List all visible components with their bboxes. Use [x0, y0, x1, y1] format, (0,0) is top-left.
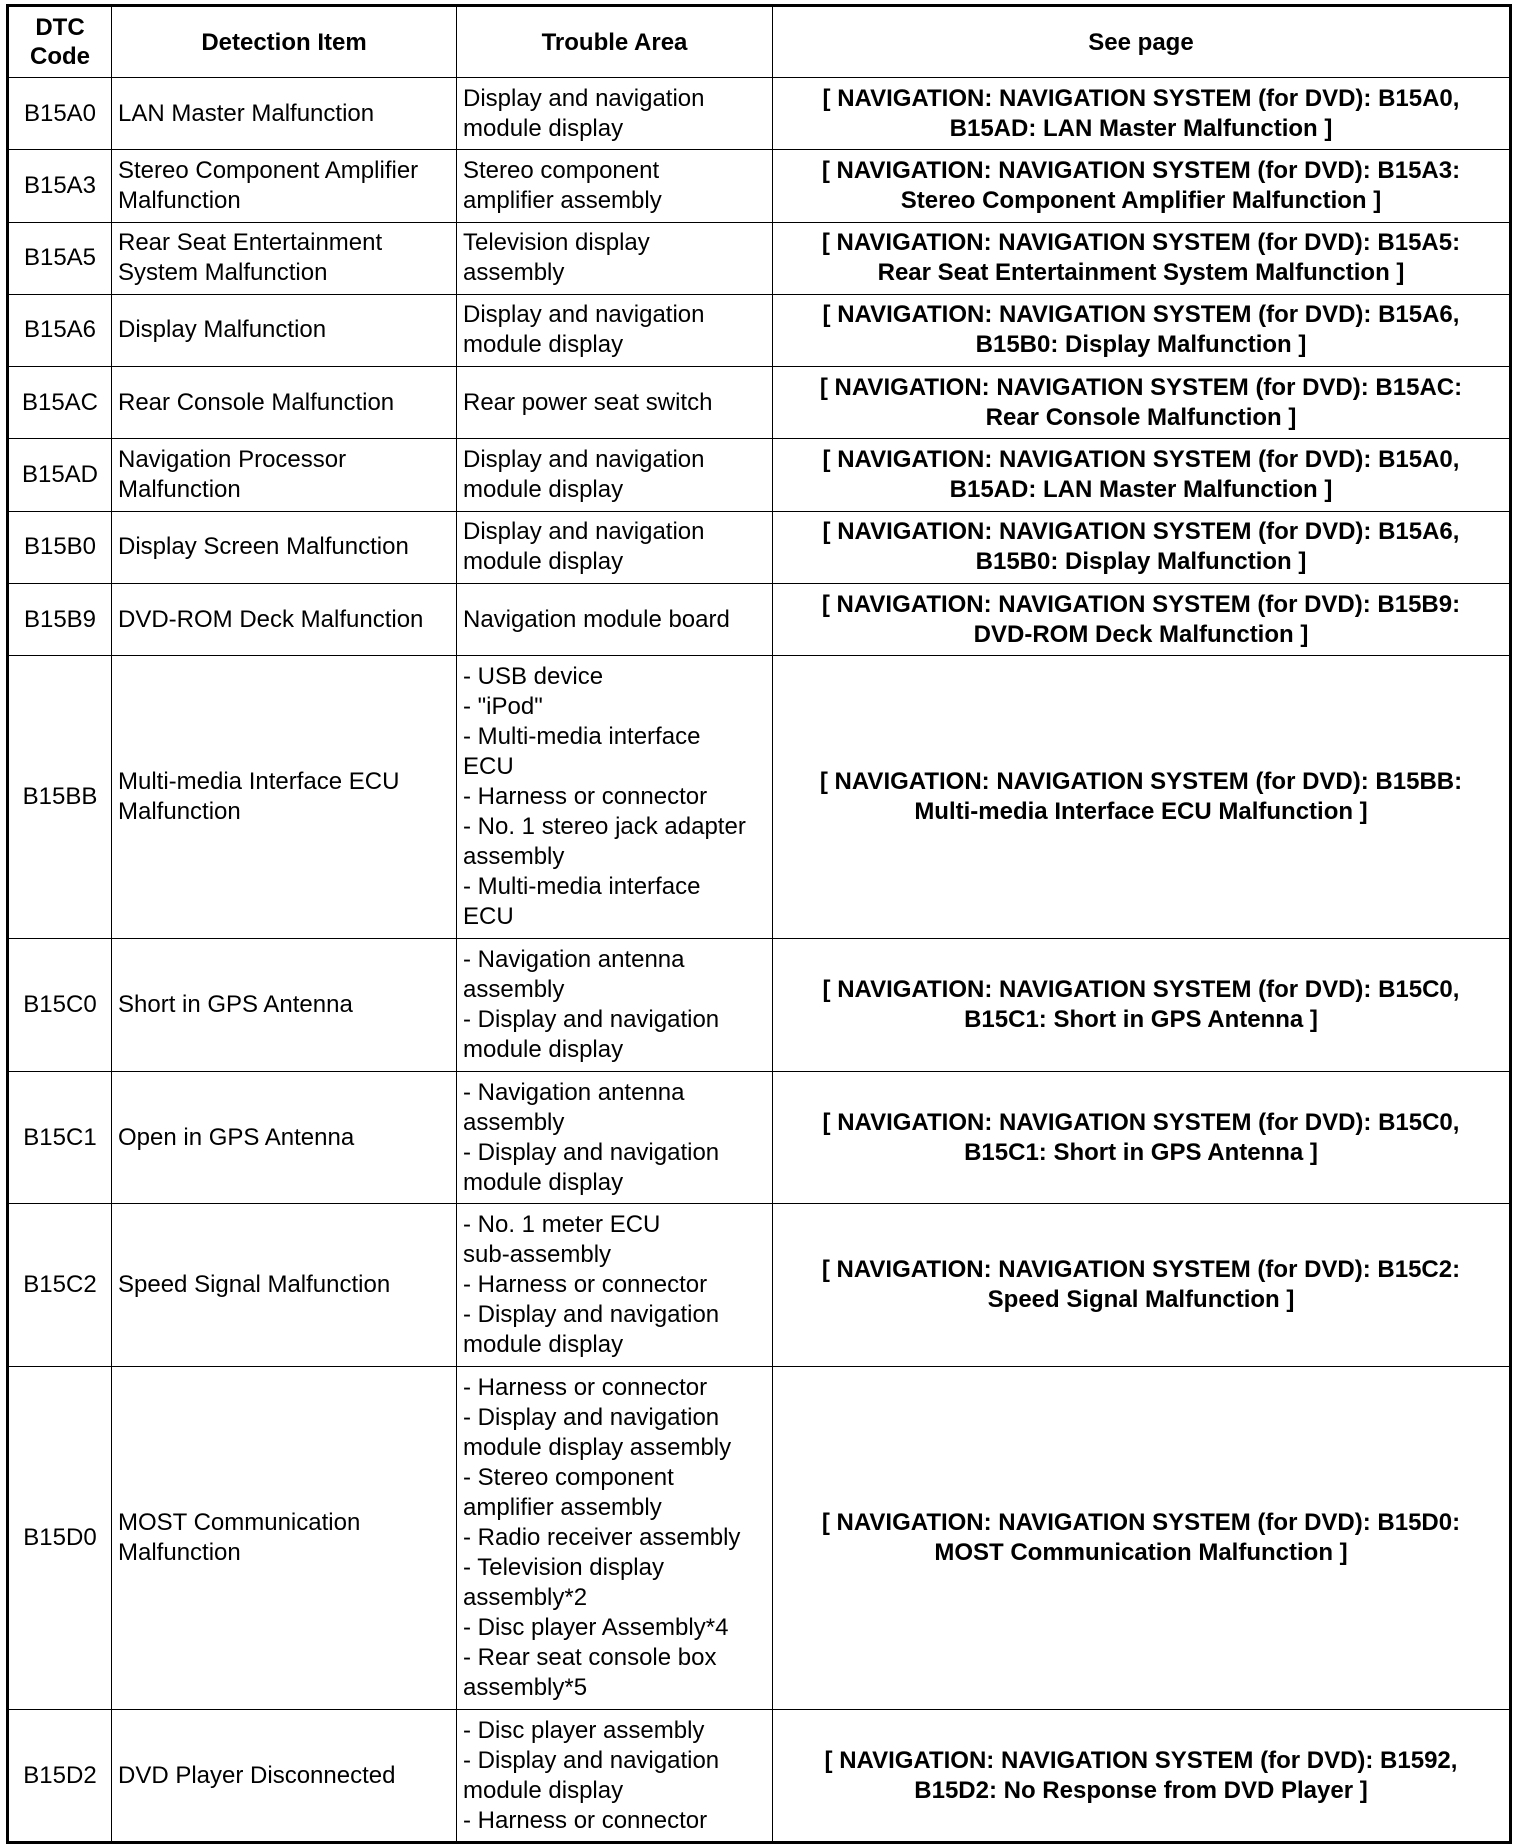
header-dtc-code-line1: DTC [35, 14, 85, 41]
see-page-cell[interactable] [773, 583, 1511, 655]
detection-item-line: DVD Player Disconnected [118, 1761, 396, 1789]
table-row [8, 1367, 1511, 1710]
detection-item-line: Rear Console Malfunction [118, 388, 395, 416]
see-page-line: Multi-media Interface ECU Malfunction ] [914, 798, 1368, 826]
trouble-area-line: amplifier assembly [463, 186, 662, 214]
trouble-area-line: - Rear seat console box [463, 1644, 717, 1672]
header-detection-item: Detection Item [112, 6, 457, 78]
dtc-code-cell: B15C0 [8, 939, 112, 1072]
dtc-code-cell: B15A6 [8, 294, 112, 366]
detection-item-cell [112, 294, 457, 366]
trouble-area-line: - Radio receiver assembly [463, 1524, 741, 1552]
table-row [8, 78, 1511, 150]
trouble-area-line: module display [463, 548, 624, 576]
trouble-area-line: Navigation module board [463, 605, 730, 633]
header-dtc-code [8, 6, 112, 78]
dtc-code-cell: B15D2 [8, 1710, 112, 1843]
trouble-area-cell [457, 222, 773, 294]
trouble-area-line: module display [463, 476, 624, 504]
see-page-cell[interactable] [773, 939, 1511, 1072]
dtc-table [6, 4, 1512, 1844]
dtc-code-cell: B15C1 [8, 1071, 112, 1204]
dtc-code-cell: B15BB [8, 656, 112, 939]
see-page-line: [ NAVIGATION: NAVIGATION SYSTEM (for DVD): B15A3: [821, 156, 1461, 184]
see-page-line: DVD-ROM Deck Malfunction ] [973, 620, 1309, 648]
trouble-area-line: - Harness or connector [463, 783, 708, 811]
trouble-area-cell [457, 583, 773, 655]
dtc-code-cell: B15A5 [8, 222, 112, 294]
trouble-area-line: Display and navigation [463, 446, 705, 474]
trouble-area-line: ECU [463, 753, 514, 781]
trouble-area-line: - Display and navigation [463, 1404, 720, 1432]
see-page-line: [ NAVIGATION: NAVIGATION SYSTEM (for DVD): B15BB: [819, 768, 1463, 796]
see-page-cell[interactable] [773, 1710, 1511, 1843]
see-page-line: B15C1: Short in GPS Antenna ] [964, 1006, 1318, 1034]
detection-item-line: Speed Signal Malfunction [118, 1271, 391, 1299]
trouble-area-line: - No. 1 meter ECU [463, 1211, 661, 1239]
trouble-area-line: - Navigation antenna [463, 1078, 685, 1106]
table-body [8, 78, 1511, 1843]
table-row [8, 294, 1511, 366]
see-page-line: [ NAVIGATION: NAVIGATION SYSTEM (for DVD): B15A0, [822, 84, 1460, 112]
trouble-area-line: - Harness or connector [463, 1806, 708, 1834]
see-page-line: Rear Seat Entertainment System Malfunction ] [877, 259, 1405, 287]
detection-item-line: Malfunction [118, 798, 241, 826]
trouble-area-line: - Navigation antenna [463, 946, 685, 974]
see-page-line: B15AD: LAN Master Malfunction ] [949, 114, 1333, 142]
see-page-line: [ NAVIGATION: NAVIGATION SYSTEM (for DVD): B15B9: [821, 590, 1461, 618]
see-page-line: Stereo Component Amplifier Malfunction ] [900, 186, 1382, 214]
detection-item-line: System Malfunction [118, 259, 328, 287]
see-page-cell[interactable] [773, 511, 1511, 583]
dtc-code-cell: B15B0 [8, 511, 112, 583]
table-row [8, 222, 1511, 294]
detection-item-line: MOST Communication [118, 1509, 361, 1537]
trouble-area-line: module display [463, 1036, 624, 1064]
detection-item-cell [112, 1204, 457, 1367]
dtc-table-container [6, 4, 1509, 1844]
trouble-area-line: assembly*5 [463, 1674, 588, 1702]
detection-item-cell [112, 222, 457, 294]
trouble-area-cell [457, 511, 773, 583]
trouble-area-line: - Television display [463, 1554, 664, 1582]
see-page-line: B15B0: Display Malfunction ] [975, 548, 1307, 576]
see-page-cell[interactable] [773, 1204, 1511, 1367]
trouble-area-cell [457, 150, 773, 222]
trouble-area-cell [457, 939, 773, 1072]
see-page-line: [ NAVIGATION: NAVIGATION SYSTEM (for DVD): B15D0: [821, 1509, 1461, 1537]
see-page-line: [ NAVIGATION: NAVIGATION SYSTEM (for DVD): B15C0, [822, 976, 1460, 1004]
trouble-area-line: assembly [463, 1108, 565, 1136]
trouble-area-cell [457, 439, 773, 511]
detection-item-cell [112, 1367, 457, 1710]
see-page-line: B15B0: Display Malfunction ] [975, 331, 1307, 359]
table-row [8, 439, 1511, 511]
trouble-area-line: - Disc player Assembly*4 [463, 1614, 729, 1642]
trouble-area-cell [457, 367, 773, 439]
detection-item-cell [112, 939, 457, 1072]
see-page-line: B15D2: No Response from DVD Player ] [914, 1776, 1368, 1804]
table-row [8, 939, 1511, 1072]
detection-item-line: Short in GPS Antenna [118, 991, 353, 1019]
see-page-line: [ NAVIGATION: NAVIGATION SYSTEM (for DVD): B15C2: [821, 1256, 1461, 1284]
trouble-area-line: - Display and navigation [463, 1746, 720, 1774]
trouble-area-cell [457, 1204, 773, 1367]
see-page-cell[interactable] [773, 656, 1511, 939]
detection-item-line: Display Screen Malfunction [118, 533, 409, 561]
detection-item-line: Stereo Component Amplifier [118, 156, 419, 184]
trouble-area-line: - Disc player assembly [463, 1716, 705, 1744]
detection-item-line: Navigation Processor [118, 446, 347, 474]
see-page-cell[interactable] [773, 222, 1511, 294]
trouble-area-line: Display and navigation [463, 301, 705, 329]
dtc-code-cell: B15B9 [8, 583, 112, 655]
trouble-area-line: Display and navigation [463, 518, 705, 546]
see-page-cell[interactable] [773, 150, 1511, 222]
table-row [8, 150, 1511, 222]
trouble-area-cell [457, 1367, 773, 1710]
see-page-cell[interactable] [773, 78, 1511, 150]
header-trouble-area: Trouble Area [457, 6, 773, 78]
trouble-area-line: - Stereo component [463, 1464, 674, 1492]
detection-item-line: Open in GPS Antenna [118, 1123, 355, 1151]
table-row [8, 1204, 1511, 1367]
detection-item-line: LAN Master Malfunction [118, 99, 375, 127]
dtc-code-cell: B15AD [8, 439, 112, 511]
see-page-line: [ NAVIGATION: NAVIGATION SYSTEM (for DVD): B15A6, [822, 518, 1460, 546]
trouble-area-line: amplifier assembly [463, 1494, 662, 1522]
detection-item-line: Display Malfunction [118, 316, 327, 344]
trouble-area-line: Display and navigation [463, 84, 705, 112]
trouble-area-line: module display [463, 114, 624, 142]
see-page-line: [ NAVIGATION: NAVIGATION SYSTEM (for DVD): B15AC: [819, 373, 1463, 401]
trouble-area-line: module display assembly [463, 1434, 732, 1462]
trouble-area-line: module display [463, 1776, 624, 1804]
trouble-area-line: Television display [463, 229, 650, 257]
header-dtc-code-line2: Code [30, 43, 90, 70]
see-page-line: [ NAVIGATION: NAVIGATION SYSTEM (for DVD): B15C0, [822, 1108, 1460, 1136]
trouble-area-line: - Display and navigation [463, 1138, 720, 1166]
trouble-area-line: - Harness or connector [463, 1271, 708, 1299]
detection-item-line: Multi-media Interface ECU [118, 768, 400, 796]
see-page-cell[interactable] [773, 439, 1511, 511]
see-page-cell[interactable] [773, 367, 1511, 439]
trouble-area-line: - No. 1 stereo jack adapter [463, 813, 746, 841]
trouble-area-line: - Display and navigation [463, 1301, 720, 1329]
detection-item-cell [112, 78, 457, 150]
detection-item-cell [112, 656, 457, 939]
see-page-line: [ NAVIGATION: NAVIGATION SYSTEM (for DVD): B1592, [824, 1746, 1458, 1774]
see-page-cell[interactable] [773, 294, 1511, 366]
detection-item-cell [112, 583, 457, 655]
trouble-area-line: assembly [463, 259, 565, 287]
detection-item-cell [112, 150, 457, 222]
see-page-line: [ NAVIGATION: NAVIGATION SYSTEM (for DVD): B15A6, [822, 301, 1460, 329]
trouble-area-line: ECU [463, 903, 514, 931]
see-page-cell[interactable] [773, 1071, 1511, 1204]
trouble-area-cell [457, 1071, 773, 1204]
trouble-area-cell [457, 78, 773, 150]
see-page-line: [ NAVIGATION: NAVIGATION SYSTEM (for DVD): B15A5: [821, 229, 1461, 257]
detection-item-line: Malfunction [118, 186, 241, 214]
see-page-line: Rear Console Malfunction ] [985, 403, 1297, 431]
trouble-area-line: Stereo component [463, 156, 660, 184]
trouble-area-line: - USB device [463, 663, 604, 691]
trouble-area-line: assembly [463, 843, 565, 871]
trouble-area-line: - Harness or connector [463, 1374, 708, 1402]
detection-item-cell [112, 439, 457, 511]
trouble-area-line: - Display and navigation [463, 1006, 720, 1034]
trouble-area-line: - "iPod" [463, 693, 543, 721]
dtc-code-cell: B15A3 [8, 150, 112, 222]
see-page-line: [ NAVIGATION: NAVIGATION SYSTEM (for DVD): B15A0, [822, 446, 1460, 474]
dtc-code-cell: B15D0 [8, 1367, 112, 1710]
trouble-area-cell [457, 1710, 773, 1843]
table-row [8, 1071, 1511, 1204]
trouble-area-line: - Multi-media interface [463, 873, 701, 901]
trouble-area-line: Rear power seat switch [463, 388, 713, 416]
dtc-code-cell: B15A0 [8, 78, 112, 150]
detection-item-line: DVD-ROM Deck Malfunction [118, 605, 424, 633]
dtc-code-cell: B15C2 [8, 1204, 112, 1367]
trouble-area-line: - Multi-media interface [463, 723, 701, 751]
trouble-area-line: module display [463, 1168, 624, 1196]
detection-item-cell [112, 367, 457, 439]
dtc-code-cell: B15AC [8, 367, 112, 439]
trouble-area-cell [457, 294, 773, 366]
detection-item-cell [112, 1710, 457, 1843]
detection-item-line: Rear Seat Entertainment [118, 229, 383, 257]
table-row [8, 583, 1511, 655]
trouble-area-line: assembly*2 [463, 1584, 588, 1612]
see-page-line: B15AD: LAN Master Malfunction ] [949, 476, 1333, 504]
detection-item-cell [112, 1071, 457, 1204]
detection-item-line: Malfunction [118, 1539, 241, 1567]
table-row [8, 1710, 1511, 1843]
trouble-area-cell [457, 656, 773, 939]
table-row [8, 656, 1511, 939]
header-see-page: See page [773, 6, 1511, 78]
trouble-area-line: assembly [463, 976, 565, 1004]
trouble-area-line: module display [463, 1331, 624, 1359]
see-page-cell[interactable] [773, 1367, 1511, 1710]
see-page-line: Speed Signal Malfunction ] [987, 1286, 1295, 1314]
detection-item-cell [112, 511, 457, 583]
trouble-area-line: module display [463, 331, 624, 359]
see-page-line: MOST Communication Malfunction ] [934, 1539, 1348, 1567]
header-row [8, 6, 1511, 78]
detection-item-line: Malfunction [118, 476, 241, 504]
trouble-area-line: sub-assembly [463, 1241, 612, 1269]
table-row [8, 367, 1511, 439]
table-row [8, 511, 1511, 583]
see-page-line: B15C1: Short in GPS Antenna ] [964, 1138, 1318, 1166]
